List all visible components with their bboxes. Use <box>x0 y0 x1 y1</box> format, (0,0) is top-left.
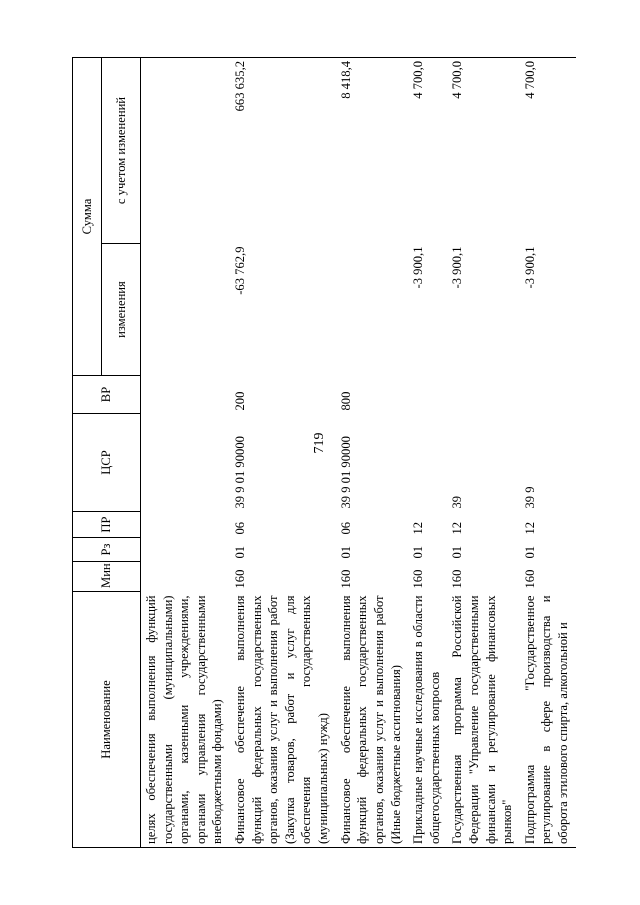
row-vr <box>141 376 231 414</box>
row-total: 4 700,0 <box>447 57 519 243</box>
row-vr <box>447 376 519 414</box>
row-csr <box>408 414 447 512</box>
row-csr: 39 9 01 90000 <box>233 436 248 509</box>
row-vr <box>520 376 576 414</box>
page-number: 719 <box>312 432 327 454</box>
rotated-budget-table <box>72 58 584 848</box>
header-rz: Рз <box>73 538 141 562</box>
row-csr: 39 <box>450 495 465 509</box>
row-csr: 39 9 <box>522 486 537 509</box>
row-vr: 800 <box>338 391 353 411</box>
header-pr: ПР <box>73 512 141 538</box>
row-pr: 06 <box>233 521 248 535</box>
row-pr: 06 <box>338 521 353 535</box>
row-pr: 12 <box>411 521 426 535</box>
row-name: целях обеспечения выполнения функций государственными (муниципальными) органами, казенными учреждениями, органами управления государственными внебюджетными фондами) <box>141 592 231 848</box>
row-change: -63 762,9 <box>233 246 248 295</box>
table-row <box>230 57 336 847</box>
row-min: 160 <box>338 569 353 589</box>
row-total <box>141 57 231 243</box>
row-rz <box>141 538 231 562</box>
row-change: -3 900,1 <box>411 246 426 289</box>
row-name: Подпрограмма "Государственное регулирование в сфере производства и оборота этилового спирта, алкогольной и <box>520 592 576 848</box>
table-row <box>408 57 447 847</box>
budget-table <box>72 57 576 848</box>
header-vr: ВР <box>73 376 141 414</box>
row-pr: 12 <box>522 521 537 535</box>
row-name: Прикладные научные исследования в области общегосударственных вопросов <box>408 592 447 848</box>
row-change <box>336 244 408 376</box>
row-min: 160 <box>450 569 465 589</box>
row-min: 160 <box>233 569 248 589</box>
table-row <box>336 57 408 847</box>
row-name: Финансовое обеспечение выполнения функций федеральных государственных органов, оказания услуг и выполнения работ (Закупка товаров, работ и услуг для обеспечения государственных (муниципальных) нужд) <box>230 592 336 848</box>
row-vr: 200 <box>233 391 248 411</box>
table-row <box>520 57 576 847</box>
row-total: 4 700,0 <box>408 57 447 243</box>
row-rz: 01 <box>338 545 353 559</box>
row-pr: 12 <box>450 521 465 535</box>
row-rz: 01 <box>233 545 248 559</box>
row-name: Финансовое обеспечение выполнения функций федеральных государственных органов, оказания услуг и выполнения работ (Иные бюджетные ассигнования) <box>336 592 408 848</box>
table-row <box>447 57 519 847</box>
row-rz: 01 <box>522 545 537 559</box>
row-min <box>141 562 231 592</box>
row-name: Государственная программа Российской Федерации "Управление государственными финансами и регулирование финансовых рынков" <box>447 592 519 848</box>
row-total: 8 418,4 <box>336 57 408 243</box>
row-pr <box>141 512 231 538</box>
header-sum: Сумма <box>73 57 102 375</box>
row-change: -3 900,1 <box>522 246 537 289</box>
table-row <box>141 57 231 847</box>
header-change: изменения <box>102 244 141 376</box>
row-csr <box>141 414 231 512</box>
row-total: 663 635,2 <box>230 57 336 243</box>
header-csr: ЦСР <box>73 414 141 512</box>
row-min: 160 <box>411 569 426 589</box>
row-min: 160 <box>522 569 537 589</box>
row-change: -3 900,1 <box>450 246 465 289</box>
row-change <box>141 244 231 376</box>
row-rz: 01 <box>411 545 426 559</box>
header-min: Мин <box>73 562 141 592</box>
header-name: Наименование <box>73 592 141 848</box>
row-vr <box>408 376 447 414</box>
row-total: 4 700,0 <box>520 57 576 243</box>
header-with-change: с учетом изменений <box>102 57 141 243</box>
row-csr: 39 9 01 90000 <box>338 436 353 509</box>
row-rz: 01 <box>450 545 465 559</box>
